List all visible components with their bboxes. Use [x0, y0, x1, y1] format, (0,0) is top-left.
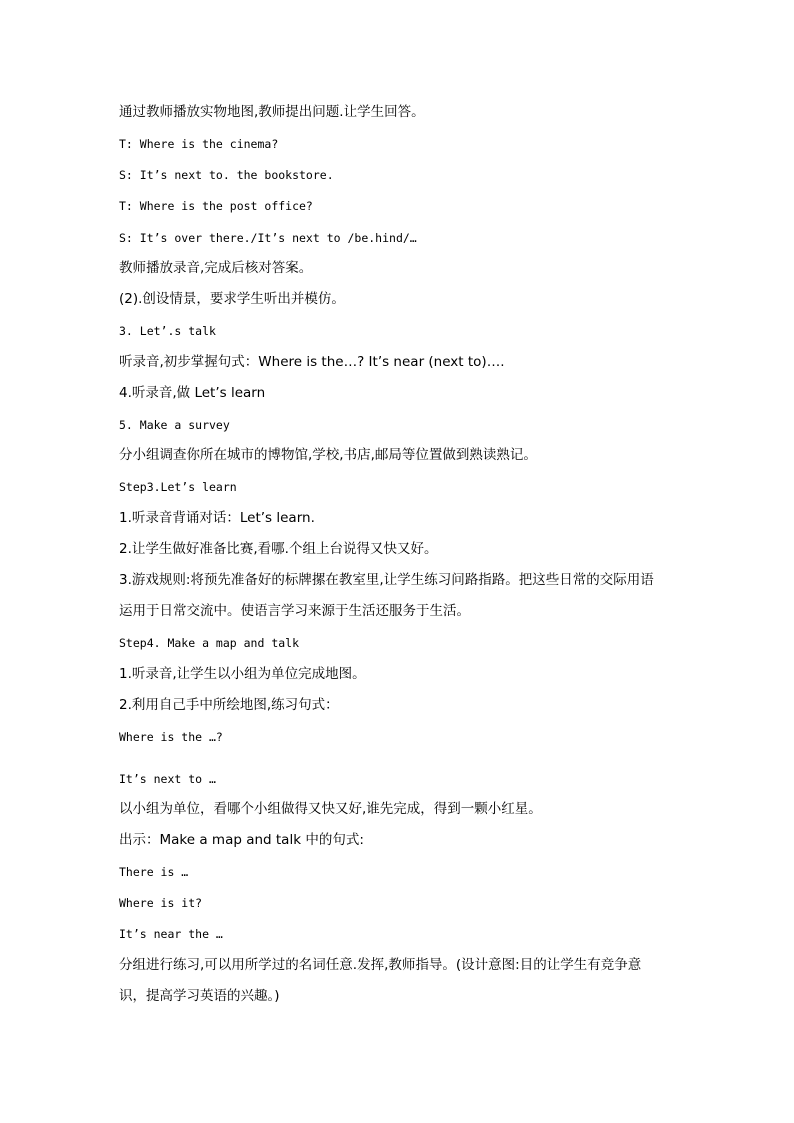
- text-line: 运用于日常交流中。使语言学习来源于生活还服务于生活。: [119, 603, 470, 619]
- text-line: 识，提高学习英语的兴趣。): [119, 988, 280, 1004]
- text-line: 教师播放录音,完成后核对答案。: [119, 260, 313, 276]
- text-line: 4.听录音,做 Let’s learn: [119, 385, 266, 401]
- text-line: 1.听录音背诵对话：Let’s learn.: [119, 510, 315, 526]
- text-line: It’s near the …: [119, 927, 223, 941]
- text-line: 2.让学生做好准备比赛,看哪.个组上台说得又快又好。: [119, 541, 438, 557]
- text-line: 3.游戏规则:将预先准备好的标牌摞在教室里,让学生练习问路指路。把这些日常的交际用语: [119, 572, 654, 588]
- text-line: Where is the …?: [119, 730, 223, 744]
- text-line: 分组进行练习,可以用所学过的名词任意.发挥,教师指导。(设计意图:目的让学生有竞争意: [119, 957, 642, 973]
- text-line: 2.利用自己手中所绘地图,练习句式：: [119, 697, 339, 713]
- text-line: S: It’s over there./It’s next to /be.hind/…: [119, 231, 417, 245]
- text-line: Step4. Make a map and talk: [119, 636, 300, 650]
- text-line: (2).创设情景，要求学生听出并模仿。: [119, 291, 345, 307]
- text-line: 分小组调查你所在城市的博物馆,学校,书店,邮局等位置做到熟读熟记。: [119, 447, 537, 463]
- text-line: There is …: [119, 865, 189, 879]
- text-line: 出示：Make a map and talk 中的句式:: [119, 832, 364, 848]
- text-line: Step3.Let’s learn: [119, 480, 237, 494]
- text-line: 5. Make a survey: [119, 418, 230, 432]
- text-line: 1.听录音,让学生以小组为单位完成地图。: [119, 666, 366, 682]
- text-line: T: Where is the cinema?: [119, 137, 279, 151]
- text-line: 通过教师播放实物地图,教师提出问题.让学生回答。: [119, 104, 425, 120]
- text-line: T: Where is the post office?: [119, 199, 313, 213]
- text-line: 以小组为单位，看哪个小组做得又快又好,谁先完成，得到一颗小红星。: [119, 801, 542, 817]
- text-line: Where is it?: [119, 896, 203, 910]
- text-line: S: It’s next to. the bookstore.: [119, 168, 334, 182]
- text-line: 听录音,初步掌握句式：Where is the…? It’s near (next to)….: [119, 354, 505, 370]
- text-line: 3. Let’.s talk: [119, 324, 216, 338]
- text-line: It’s next to …: [119, 772, 216, 786]
